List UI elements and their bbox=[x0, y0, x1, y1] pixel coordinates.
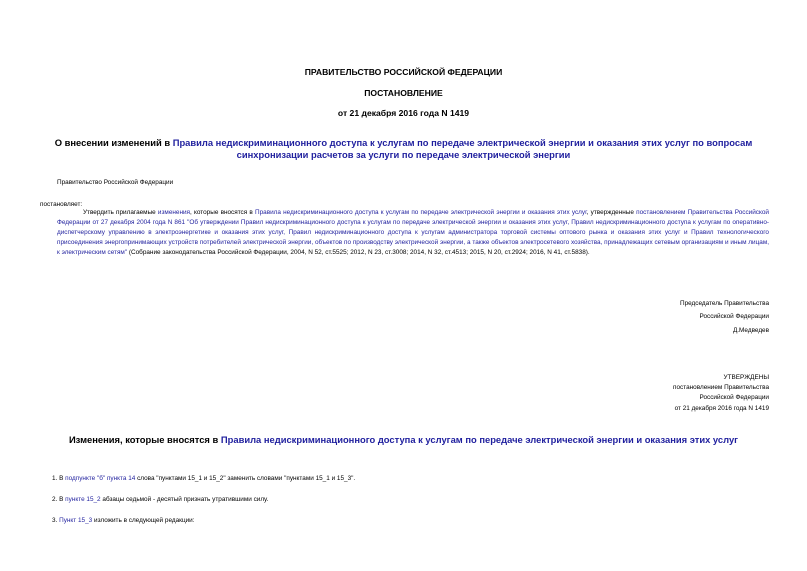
resolution-861-link[interactable]: постановлением Правительства Российской Федерации от 27 декабря 2004 года N 861 "Об утверждении Правил недискриминационного доступа к услугам по передаче электрической энергии и оказания этих услуг, Правил недискриминационного доступа к услугам по оперативно-диспетчерскому управлению в электроэнергетике и оказания этих услуг, Правил недискриминационного доступа к услугам администратора торговой системы оптового рынка и оказания этих услуг и Правил технологического присоединения энергопринимающих устройств потребителей электрической энергии, объектов по производству электрической энергии, а также объектов электросетевого хозяйства, принадлежащих сетевым организациям и иным лицам, к электрическим сетям" bbox=[57, 209, 769, 257]
p1-text-2: , которые вносятся в bbox=[190, 209, 255, 216]
document-title bbox=[30, 137, 777, 161]
change-item-1 bbox=[52, 475, 355, 482]
signature-line-2: Российской Федерации bbox=[699, 313, 769, 321]
item-3-number: 3. bbox=[52, 517, 60, 524]
decides-word: постановляет: bbox=[40, 201, 83, 208]
approved-line-4: от 21 декабря 2016 года N 1419 bbox=[674, 404, 769, 412]
rules-link[interactable]: Правила недискриминационного доступа к услугам по передаче электрической энергии и оказания этих услуг bbox=[255, 209, 587, 216]
item-2-text: абзацы седьмой - десятый признать утратившими силу. bbox=[100, 496, 269, 503]
document-date-number: от 21 декабря 2016 года N 1419 bbox=[337, 108, 470, 118]
resolution-paragraph bbox=[57, 208, 769, 258]
title-rules-link[interactable]: Правила недискриминационного доступа к услугам по передаче электрической энергии и оказания этих услуг по вопросам синхронизации расчетов за услуги по передаче электрической энергии bbox=[172, 137, 753, 160]
item-1-number: 1. В bbox=[52, 475, 66, 482]
item-3-link[interactable]: Пункт 15_3 bbox=[59, 517, 93, 524]
changes-rules-link[interactable]: Правила недискриминационного доступа к услугам по передаче электрической энергии и оказания этих услуг bbox=[220, 434, 739, 445]
changes-link[interactable]: изменения bbox=[157, 209, 191, 216]
item-1-link[interactable]: подпункте "б" пункта 14 bbox=[65, 475, 136, 482]
item-2-link[interactable]: пункте 15_2 bbox=[65, 496, 101, 503]
issuing-body: Правительство Российской Федерации bbox=[57, 179, 174, 186]
item-3-text: изложить в следующей редакции: bbox=[92, 517, 195, 524]
p1-text-1: Утвердить прилагаемые bbox=[83, 209, 158, 216]
approved-line-2: постановлением Правительства bbox=[673, 384, 769, 392]
p1-text-3: , утвержденные bbox=[586, 209, 637, 216]
document-type: ПОСТАНОВЛЕНИЕ bbox=[364, 88, 443, 98]
change-item-3 bbox=[52, 517, 195, 524]
changes-prefix: Изменения, которые вносятся в bbox=[68, 434, 221, 445]
government-heading: ПРАВИТЕЛЬСТВО РОССИЙСКОЙ ФЕДЕРАЦИИ bbox=[304, 67, 503, 77]
title-prefix: О внесении изменений в bbox=[54, 137, 173, 148]
approved-line-3: Российской Федерации bbox=[699, 394, 769, 402]
item-2-number: 2. В bbox=[52, 496, 66, 503]
signature-line-1: Председатель Правительства bbox=[680, 300, 769, 307]
signature-block bbox=[680, 297, 769, 337]
signature-name: Д.Медведев bbox=[732, 326, 769, 334]
approval-block bbox=[673, 373, 769, 414]
changes-heading bbox=[30, 434, 777, 445]
item-1-text: слова "пунктами 15_1 и 15_2" заменить словами "пунктами 15_1 и 15_3". bbox=[135, 475, 356, 482]
p1-text-4: (Собрание законодательства Российской Федерации, 2004, N 52, ст.5525; 2012, N 23, ст.3008; 2014, N 32, ст.4513; 2015, N 20, ст.2924; 2016, N 41, ст.5838). bbox=[127, 249, 590, 257]
approved-line-1: УТВЕРЖДЕНЫ bbox=[723, 374, 769, 381]
change-item-2 bbox=[52, 496, 268, 503]
